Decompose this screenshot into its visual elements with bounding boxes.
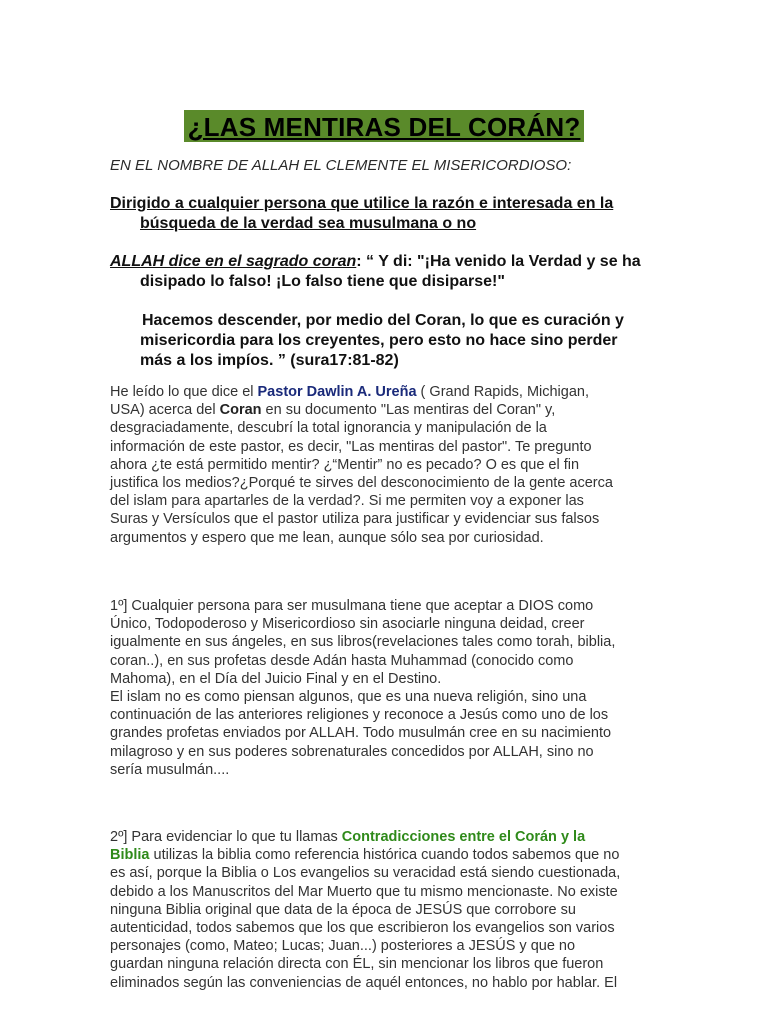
p1-line-2 [110, 401, 670, 419]
paragraph-2 [110, 597, 670, 779]
p2-line-3: igualmente en sus ángeles, en sus libros(revelaciones tales como torah, biblia, [110, 634, 616, 651]
p2-line-9: milagroso y en sus poderes sobrenaturales concedidos por ALLAH, sino no [110, 743, 594, 760]
page-title: ¿LAS MENTIRAS DEL CORÁN? [184, 110, 585, 142]
p2-line-7: continuación de las anteriores religiones y reconoce a Jesús como uno de los [110, 707, 609, 724]
intro-heading [110, 194, 670, 234]
paragraph-3 [110, 828, 670, 992]
quote-line-1 [110, 252, 670, 272]
quote-line-2: disipado lo falso! ¡Lo falso tiene que disiparse!" [140, 273, 505, 290]
p1-line-4: información de este pastor, es decir, "Las mentiras del pastor". Te pregunto [110, 438, 592, 455]
title-container [0, 110, 768, 142]
p2-line-6: El islam no es como piensan algunos, que es una nueva religión, sino una [110, 689, 587, 706]
p3-text-l1a: 2º] Para evidenciar lo que tu llamas [110, 829, 342, 845]
p1-line-3: desgraciadamente, descubrí la total ignorancia y manipulación de la [110, 420, 547, 437]
p1-line-5: ahora ¿te está permitido mentir? ¿“Mentir” no es pecado? O es que el fin [110, 456, 580, 473]
p3-line-8: guardan ninguna relación directa con ÉL, sin mencionar los libros que fueron [110, 956, 604, 973]
p1-text-a: He leído lo que dice el [110, 384, 258, 400]
paragraph-1 [110, 383, 670, 547]
p1-line-1 [110, 383, 670, 401]
quote-colon: : [356, 253, 362, 270]
intro-line-1: Dirigido a cualquier persona que utilice la razón e interesada en la [110, 195, 614, 212]
p2-line-4: coran..), en sus profetas desde Adán hasta Muhammad (conocido como [110, 652, 574, 669]
p3-line-9: eliminados según las conveniencias de aquél entonces, no hablo por hablar. El [110, 974, 618, 991]
p3-line-7: personajes (como, Mateo; Lucas; Juan...) posteriores a JESÚS y que no [110, 938, 576, 955]
p2-line-8: grandes profetas enviados por ALLAH. Todo musulmán cree en su nacimiento [110, 725, 612, 742]
intro-line-2: búsqueda de la verdad sea musulmana o no [140, 215, 477, 232]
quote-continuation [110, 311, 670, 371]
p2-line-1: 1º] Cualquier persona para ser musulmana tiene que aceptar a DIOS como [110, 598, 594, 614]
p2-line-10: sería musulmán.... [110, 761, 230, 778]
p1-line-8: Suras y Versículos que el pastor utiliza para justificar y evidenciar sus falsos [110, 511, 600, 528]
quote-lead: ALLAH dice en el sagrado coran [110, 253, 357, 270]
p2-line-5: Mahoma), en el Día del Juicio Final y en el Destino. [110, 670, 442, 687]
coran-word: Coran [219, 402, 262, 419]
contradicciones-heading-2: Biblia [110, 847, 150, 864]
p3-line-5: ninguna Biblia original que data de la época de JESÚS que corrobore su [110, 901, 576, 918]
p3-line-6: autenticidad, todos sabemos que los que escribieron los evangelios son varios [110, 920, 615, 937]
quote2-line-1: Hacemos descender, por medio del Coran, lo que es curación y [142, 312, 624, 329]
p3-line-1 [110, 828, 670, 846]
p3-line-3: es así, porque la Biblia o Los evangelios su veracidad está siendo cuestionada, [110, 865, 621, 882]
p1-text-l2a: USA) acerca del [110, 402, 220, 419]
p1-line-6: justifica los medios?¿Porqué te sirves del desconocimiento de la gente acerca [110, 475, 613, 492]
p1-text-l2b: en su documento "Las mentiras del Coran" y, [261, 402, 556, 419]
quote2-line-3: más a los impíos. ” (sura17:81-82) [140, 352, 399, 369]
p1-text-b: ( Grand Rapids, Michigan, [416, 384, 589, 400]
p2-line-2: Único, Todopoderoso y Misericordioso sin asociarle ninguna deidad, creer [110, 616, 585, 633]
contradicciones-heading-1: Contradicciones entre el Corán y la [341, 829, 586, 845]
p3-line-2 [110, 846, 670, 864]
p3-line-4: debido a los Manuscritos del Mar Muerto que tu mismo mencionaste. No existe [110, 883, 618, 900]
quote-block [110, 252, 670, 292]
p3-text-l2b: utilizas la biblia como referencia histórica cuando todos sabemos que no [149, 847, 620, 864]
pastor-name: Pastor Dawlin A. Ureña [257, 384, 417, 400]
quote2-line-2: misericordia para los creyentes, pero esto no hace sino perder [140, 332, 618, 349]
p1-line-9: argumentos y espero que me lean, aunque sólo sea por curiosidad. [110, 529, 544, 546]
quote-line-1-rest: “ Y di: "¡Ha venido la Verdad y se ha [361, 253, 641, 270]
subtitle: EN EL NOMBRE DE ALLAH EL CLEMENTE EL MISERICORDIOSO: [110, 157, 572, 174]
p1-line-7: del islam para apartarles de la verdad?. Si me permiten voy a exponer las [110, 493, 584, 510]
